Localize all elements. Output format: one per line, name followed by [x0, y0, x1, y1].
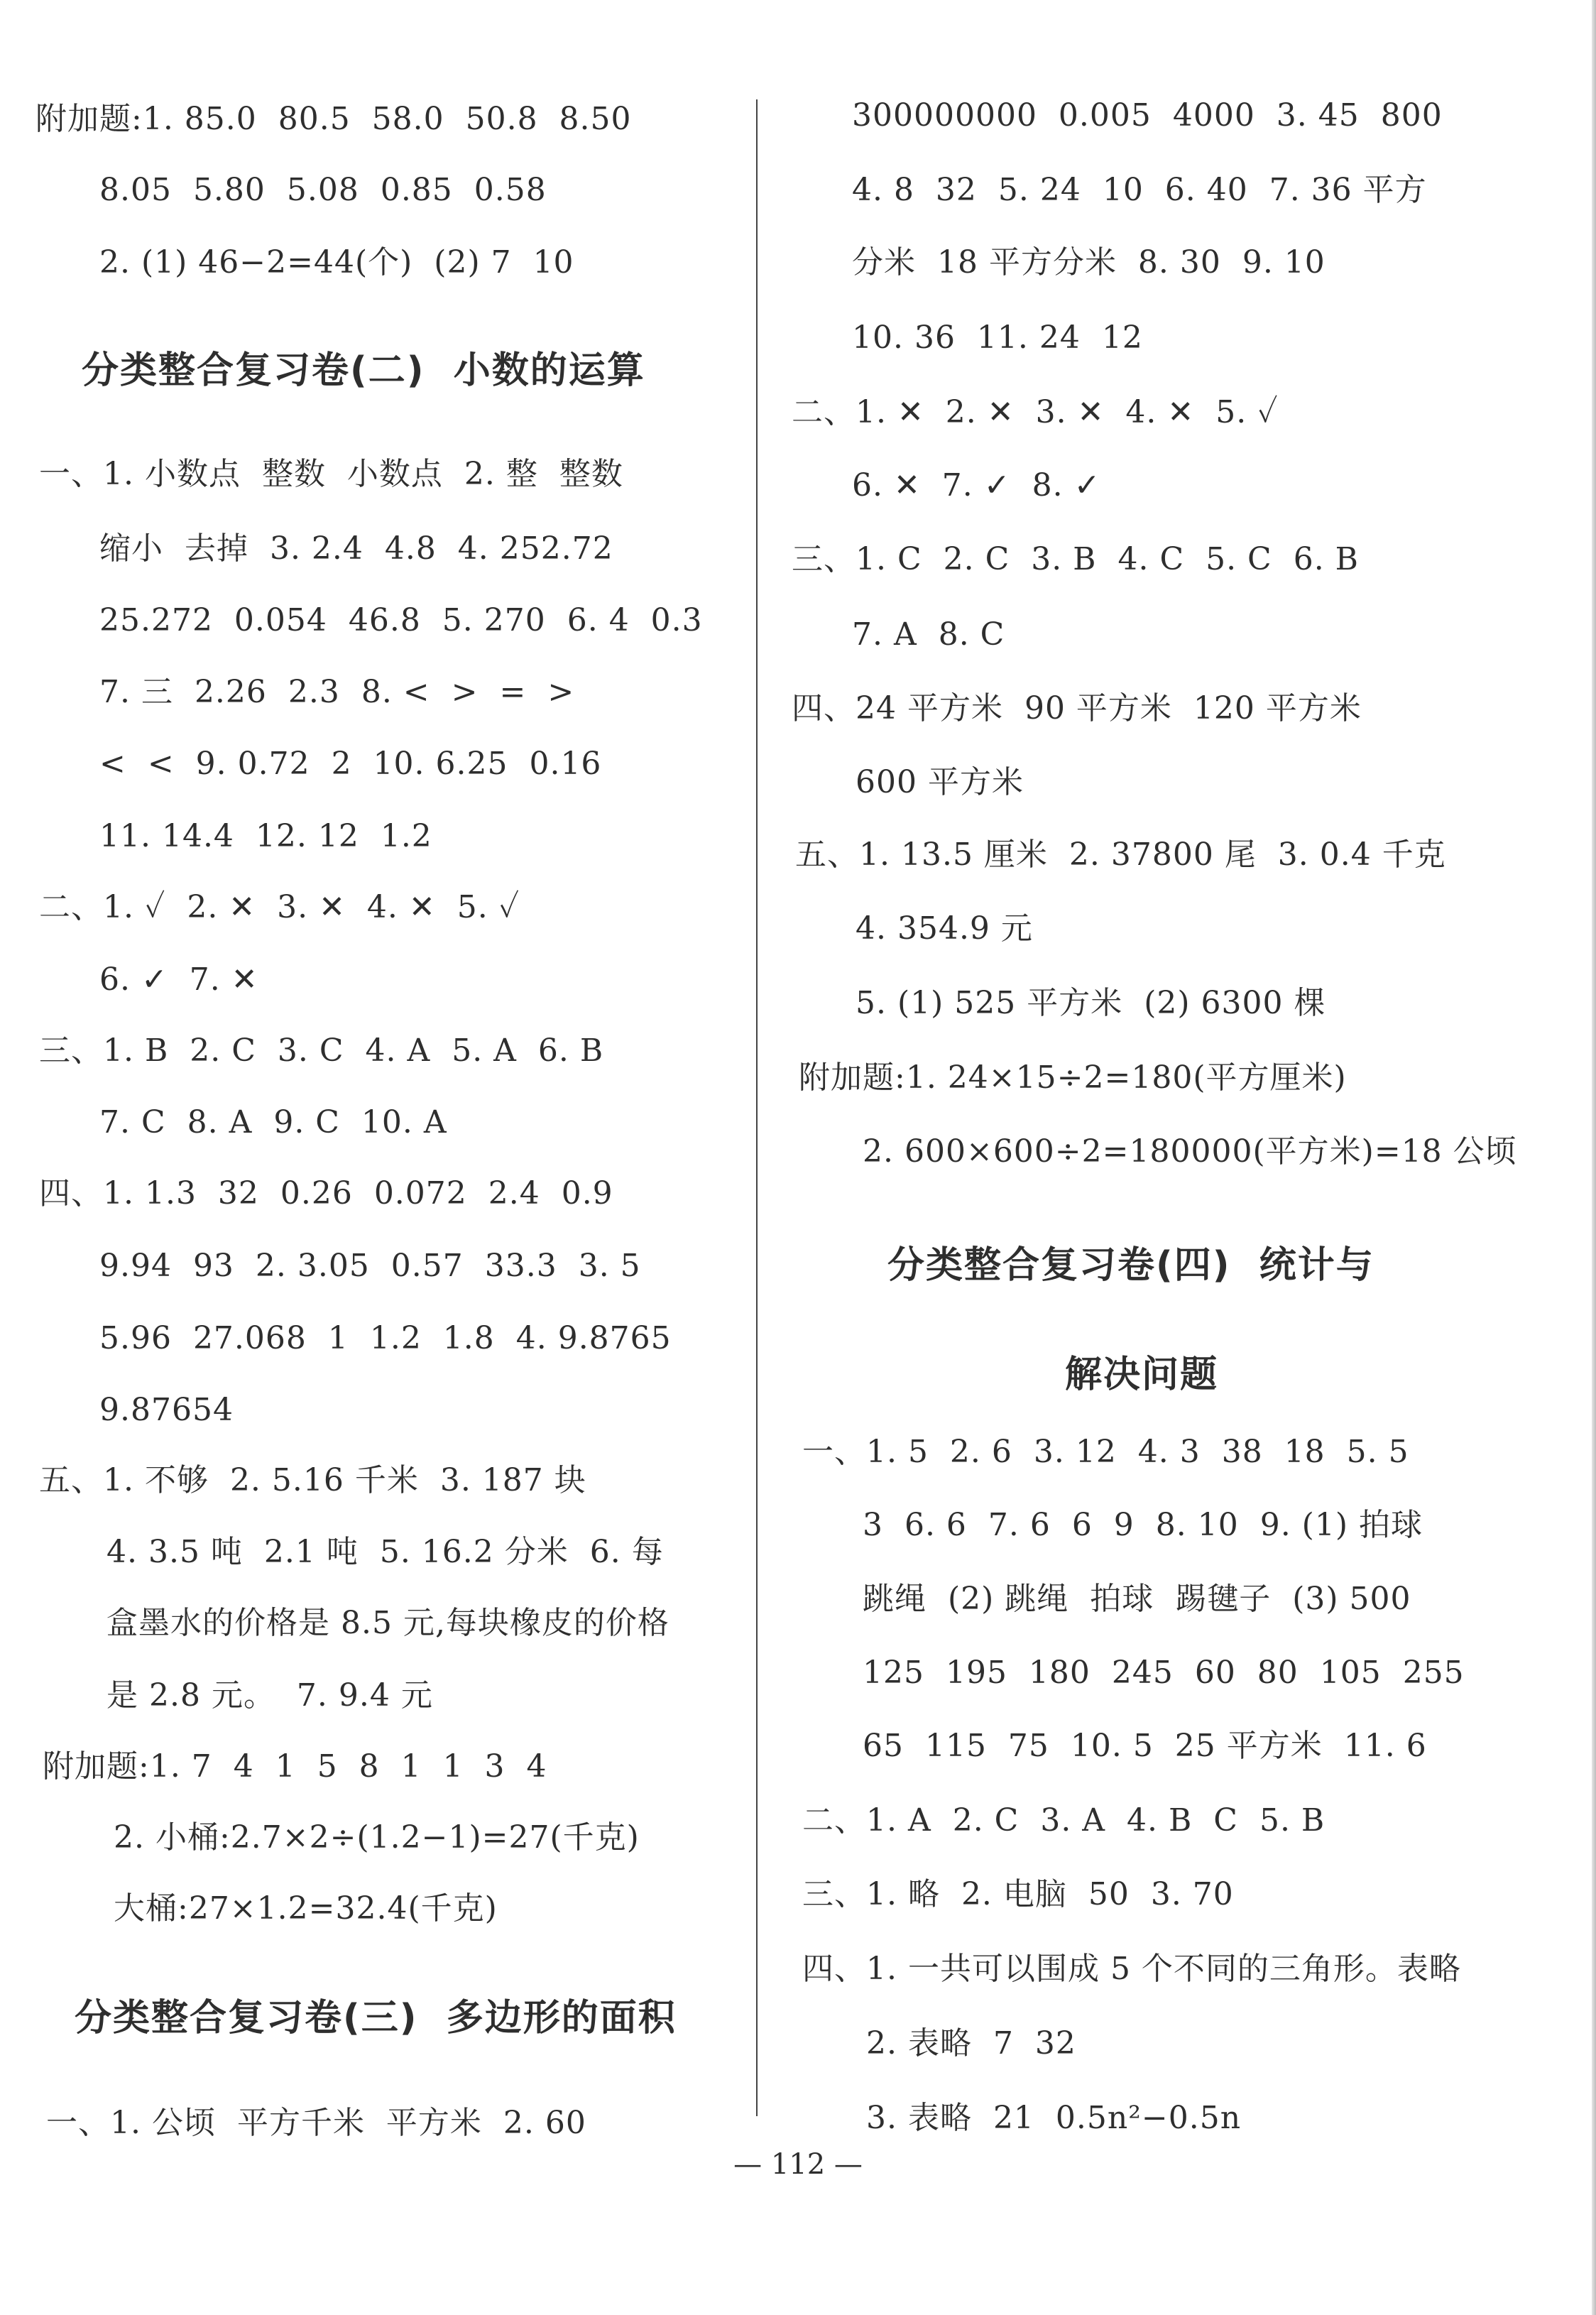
answer-line: 600 平方米 — [856, 764, 1024, 800]
answer-line: 300000000 0.005 4000 3. 45 800 — [852, 97, 1443, 134]
answer-line: 5.96 27.068 1 1.2 1.8 4. 9.8765 — [99, 1320, 672, 1356]
answer-line: 2. 600×600÷2=180000(平方米)=18 公顷 — [863, 1133, 1517, 1170]
answer-line: 4. 354.9 元 — [856, 910, 1033, 947]
answer-line: 二、1. ✕ 2. ✕ 3. ✕ 4. ✕ 5. ✓ — [792, 394, 1279, 430]
answer-line: 2. 表略 7 32 — [866, 2025, 1076, 2061]
section-title: 分类整合复习卷(四) 统计与 — [887, 1244, 1374, 1287]
answer-line: < < 9. 0.72 2 10. 6.25 0.16 — [99, 746, 602, 782]
answer-line: 一、1. 公顷 平方千米 平方米 2. 60 — [46, 2105, 586, 2141]
answer-line: 二、1. ✓ 2. ✕ 3. ✕ 4. ✕ 5. ✓ — [39, 889, 520, 925]
answer-line: 附加题:1. 85.0 80.5 58.0 50.8 8.50 — [35, 101, 632, 137]
answer-line: 6. ✕ 7. ✓ 8. ✓ — [852, 467, 1101, 503]
answer-line: 7. A 8. C — [852, 616, 1005, 653]
answer-line: 3 6. 6 7. 6 6 9 8. 10 9. (1) 拍球 — [863, 1507, 1423, 1543]
answer-line: 4. 8 32 5. 24 10 6. 40 7. 36 平方 — [852, 172, 1427, 208]
answer-line: 5. (1) 525 平方米 (2) 6300 棵 — [856, 985, 1326, 1021]
answer-line: 附加题:1. 24×15÷2=180(平方厘米) — [799, 1060, 1347, 1096]
answer-line: 4. 3.5 吨 2.1 吨 5. 16.2 分米 6. 每 — [106, 1534, 664, 1570]
column-divider — [756, 99, 758, 2116]
answer-line: 11. 14.4 12. 12 1.2 — [99, 818, 432, 854]
scan-edge — [1592, 0, 1596, 2315]
section-title: 分类整合复习卷(三) 多边形的面积 — [75, 1997, 677, 2039]
answer-line: 3. 表略 21 0.5n²−0.5n — [866, 2100, 1242, 2136]
answer-line: 8.05 5.80 5.08 0.85 0.58 — [99, 172, 547, 208]
answer-line: 三、1. C 2. C 3. B 4. C 5. C 6. B — [792, 541, 1359, 577]
answer-line: 9.94 93 2. 3.05 0.57 33.3 3. 5 — [99, 1248, 641, 1284]
answer-line: 2. 小桶:2.7×2÷(1.2−1)=27(千克) — [114, 1819, 640, 1856]
answer-line: 一、1. 5 2. 6 3. 12 4. 3 38 18 5. 5 — [802, 1434, 1409, 1470]
answer-line: 2. (1) 46−2=44(个) (2) 7 10 — [99, 244, 574, 280]
answer-line: 9.87654 — [99, 1392, 234, 1428]
answer-line: 二、1. A 2. C 3. A 4. B C 5. B — [802, 1802, 1326, 1839]
answer-line: 一、1. 小数点 整数 小数点 2. 整 整数 — [39, 456, 623, 492]
answer-line: 三、1. B 2. C 3. C 4. A 5. A 6. B — [39, 1033, 604, 1069]
answer-line: 五、1. 13.5 厘米 2. 37800 尾 3. 0.4 千克 — [795, 837, 1446, 873]
answer-line: 三、1. 略 2. 电脑 50 3. 70 — [802, 1876, 1234, 1912]
page-footer: — 112 — — [733, 2148, 863, 2181]
answer-line: 10. 36 11. 24 12 — [852, 320, 1143, 356]
section-title: 解决问题 — [1065, 1353, 1219, 1396]
answer-line: 是 2.8 元。 7. 9.4 元 — [106, 1677, 433, 1714]
answer-line: 7. C 8. A 9. C 10. A — [99, 1104, 447, 1140]
answer-line: 附加题:1. 7 4 1 5 8 1 1 3 4 — [43, 1748, 547, 1785]
answer-line: 四、1. 1.3 32 0.26 0.072 2.4 0.9 — [39, 1175, 613, 1211]
page-number: 112 — [770, 2148, 826, 2181]
answer-line: 四、1. 一共可以围成 5 个不同的三角形。表略 — [802, 1951, 1461, 1987]
answer-line: 四、24 平方米 90 平方米 120 平方米 — [792, 690, 1362, 726]
answer-line: 跳绳 (2) 跳绳 拍球 踢毽子 (3) 500 — [863, 1581, 1411, 1617]
answer-line: 缩小 去掉 3. 2.4 4.8 4. 252.72 — [99, 530, 613, 567]
answer-line: 125 195 180 245 60 80 105 255 — [863, 1655, 1465, 1691]
answer-line: 五、1. 不够 2. 5.16 千米 3. 187 块 — [39, 1462, 586, 1498]
answer-line: 25.272 0.054 46.8 5. 270 6. 4 0.3 — [99, 602, 703, 638]
section-title: 分类整合复习卷(二) 小数的运算 — [82, 349, 645, 392]
answer-line: 分米 18 平方分米 8. 30 9. 10 — [852, 244, 1326, 280]
answer-line: 7. 三 2.26 2.3 8. < > = > — [99, 674, 575, 710]
answer-line: 65 115 75 10. 5 25 平方米 11. 6 — [863, 1728, 1427, 1764]
answer-line: 盒墨水的价格是 8.5 元,每块橡皮的价格 — [106, 1605, 669, 1641]
answer-line: 大桶:27×1.2=32.4(千克) — [114, 1890, 498, 1927]
answer-line: 6. ✓ 7. ✕ — [99, 962, 258, 998]
